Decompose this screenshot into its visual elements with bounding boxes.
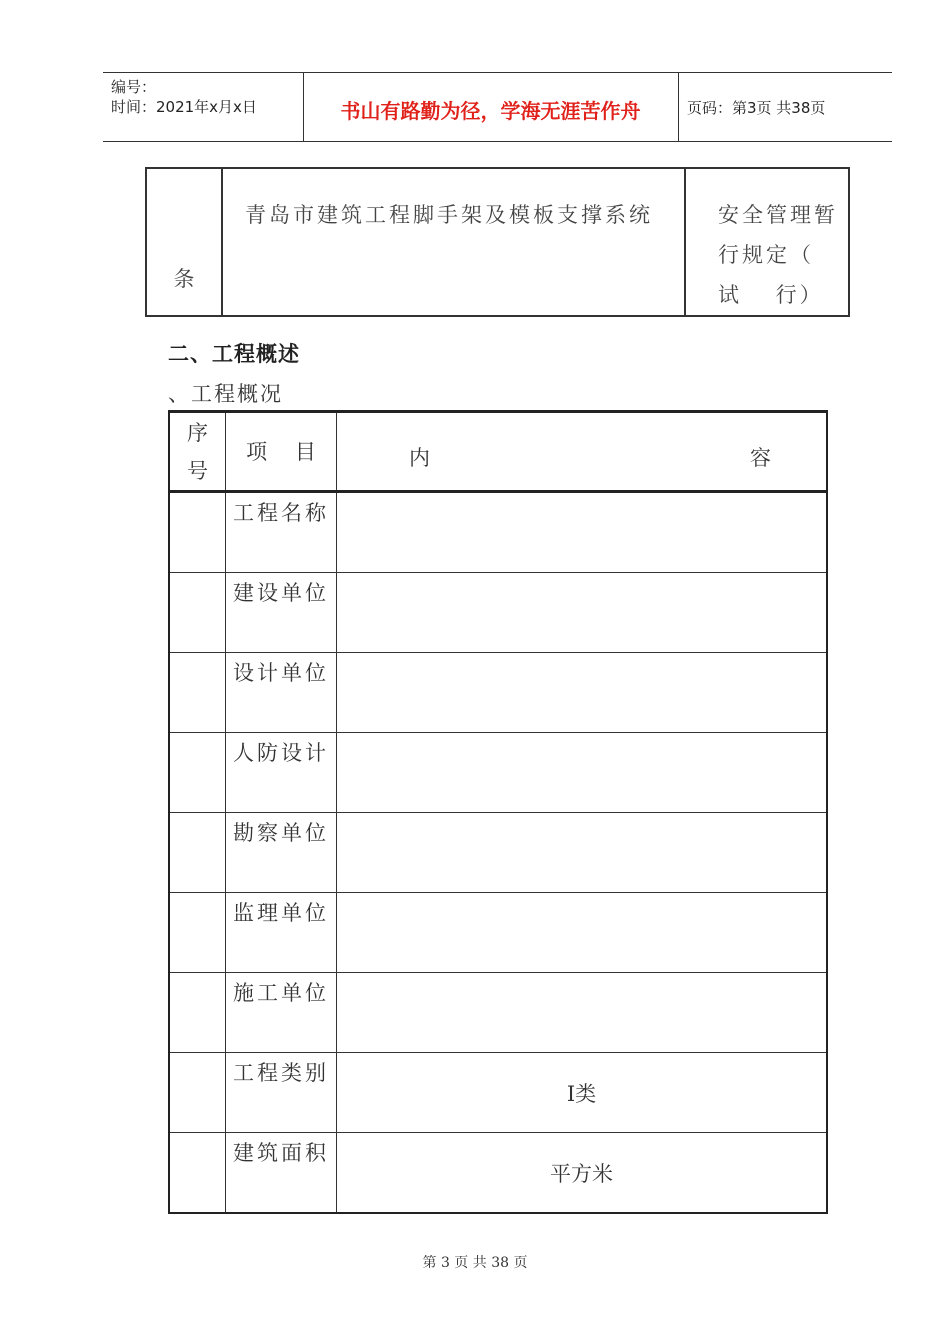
row-content [337, 492, 828, 573]
overview-table [168, 410, 828, 1214]
serial-label: 编号： [111, 78, 157, 96]
header-content [337, 412, 828, 492]
table-row [169, 1133, 827, 1214]
table-row [169, 653, 827, 733]
table-row [169, 813, 827, 893]
table-row [169, 492, 827, 573]
row-content: Ⅰ类 [337, 1053, 828, 1133]
header-meta [111, 77, 257, 117]
row-seq [169, 813, 226, 893]
header-item: 项 目 [226, 412, 337, 492]
row-content [337, 653, 828, 733]
row-seq [169, 1133, 226, 1214]
row-content [337, 813, 828, 893]
row-seq [169, 492, 226, 573]
row-seq [169, 1053, 226, 1133]
page-header [103, 72, 892, 142]
page-footer: 第 3 页 共 38 页 [422, 1255, 528, 1271]
header-page-info: 页码：第3页 共38页 [687, 99, 826, 117]
time-label: 时间：2021年x月x日 [111, 98, 257, 116]
row-seq [169, 573, 226, 653]
table-row [169, 1053, 827, 1133]
row-item: 设计单位 [226, 653, 337, 733]
table-row [169, 893, 827, 973]
row-item: 建筑面积 [226, 1133, 337, 1214]
table-row [169, 973, 827, 1053]
row-content: 平方米 [337, 1133, 828, 1214]
regulation-cell-name: 青岛市建筑工程脚手架及模板支撑系统 [222, 168, 685, 316]
row-content [337, 573, 828, 653]
row-item: 监理单位 [226, 893, 337, 973]
row-item: 人防设计 [226, 733, 337, 813]
header-seq [169, 412, 226, 492]
header-motto: 书山有路勤为径，学海无涯苦作舟 [340, 99, 641, 123]
section-title: 二、工程概述 [168, 342, 300, 366]
regulation-cell-title: 安全管理暂行规定（ 试 行） [685, 168, 849, 316]
header-content-right: 容 [750, 446, 771, 470]
row-seq [169, 973, 226, 1053]
row-item: 建设单位 [226, 573, 337, 653]
table-row [146, 168, 849, 316]
row-item: 勘察单位 [226, 813, 337, 893]
row-seq [169, 893, 226, 973]
table-row [169, 733, 827, 813]
header-content-left: 内 [409, 446, 430, 470]
row-seq [169, 653, 226, 733]
row-content [337, 893, 828, 973]
regulation-table [145, 167, 850, 317]
row-item: 施工单位 [226, 973, 337, 1053]
row-content [337, 973, 828, 1053]
header-divider [678, 73, 679, 141]
row-item: 工程类别 [226, 1053, 337, 1133]
row-item: 工程名称 [226, 492, 337, 573]
table-header-row [169, 412, 827, 492]
table-row [169, 573, 827, 653]
regulation-cell-clause: 条 [146, 168, 222, 316]
header-seq-line2: 号 [187, 458, 208, 483]
subsection-title: 、工程概况 [168, 382, 283, 406]
row-content [337, 733, 828, 813]
header-seq-line1: 序 [187, 420, 208, 445]
row-seq [169, 733, 226, 813]
